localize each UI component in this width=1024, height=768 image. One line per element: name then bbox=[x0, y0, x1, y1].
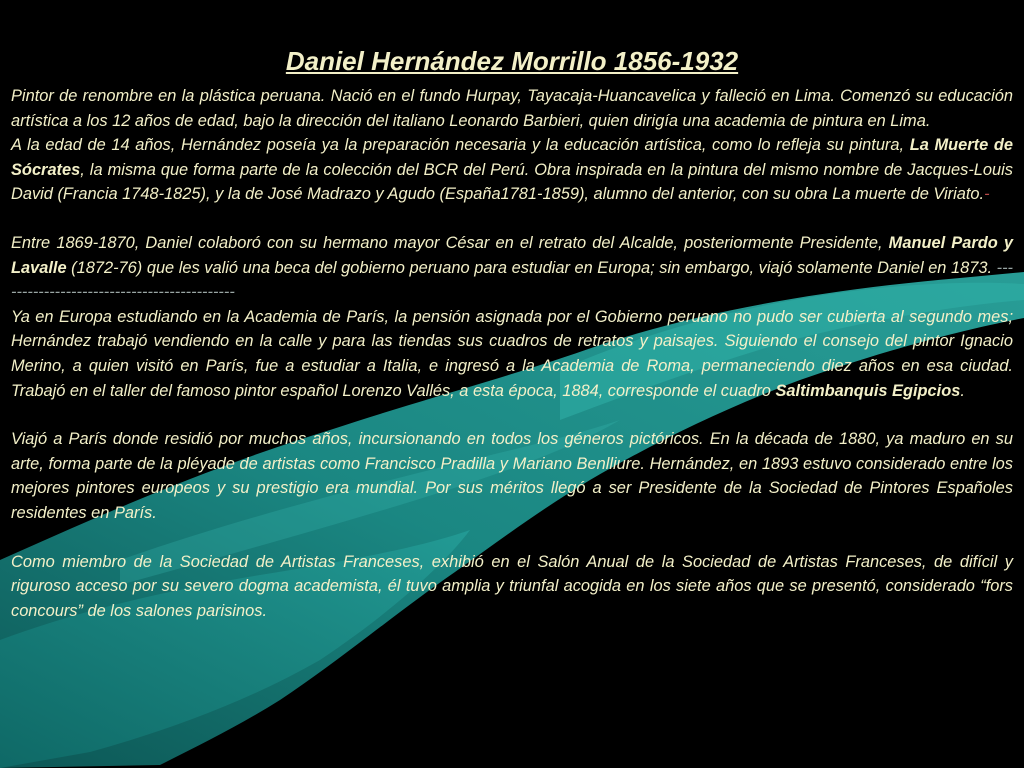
paragraph-2-post: , la misma que forma parte de la colección del BCR del Perú. Obra inspirada en la pintura del mismo nombre de Jacques-Louis David (Francia 1748-1825), y la de José Madrazo y Agudo (España1781-1859), alumno del anterior, con su obra La muerte de Viriato. bbox=[11, 160, 1013, 204]
paragraph-6-text: Como miembro de la Sociedad de Artistas Franceses, exhibió en el Salón Anual de la Sociedad de Artistas Franceses, de difícil y riguroso acceso por su severo dogma academista, él tuvo amplia y triunfal acogida en los siete años que se presentó, considerado “fors concours” de los salones parisinos. bbox=[11, 552, 1013, 620]
page-title: Daniel Hernández Morrillo 1856-1932 bbox=[285, 46, 739, 76]
paragraph-2-trail: - bbox=[984, 185, 990, 204]
paragraph-5-text: Viajó a París donde residió por muchos años, incursionando en todos los géneros pictóricos. En la década de 1880, ya maduro en su arte, forma parte de la pléyade de artistas como Francisco Pradilla y Mariano Benlliure. Hernández, en 1893 estuvo considerado entre los mejores pintores europeos y su prestigio era mundial. Por sus méritos llegó a ser Presidente de la Sociedad de Pintores Españoles residentes en París. bbox=[11, 430, 1013, 522]
dash-line: -------------------------------------------- bbox=[11, 258, 1013, 302]
painting-title-saltimbanquis: Saltimbanquis Egipcios bbox=[775, 381, 961, 400]
paragraph-2 bbox=[11, 133, 1013, 207]
paragraph-5 bbox=[11, 427, 1013, 525]
document-body bbox=[11, 0, 1013, 623]
paragraph-1-text: Pintor de renombre en la plástica peruana. Nació en el fundo Hurpay, Tayacaja-Huancavelica y falleció en Lima. Comenzó su educación artística a los 12 años de edad, bajo la dirección del italiano Leonardo Barbieri, quien dirigía una academia de pintura en Lima. bbox=[11, 87, 1013, 130]
paragraph-1 bbox=[11, 84, 1013, 133]
paragraph-4-post: . bbox=[960, 381, 965, 400]
spacer bbox=[11, 207, 1013, 231]
paragraph-3-pre: Entre 1869-1870, Daniel colaboró con su hermano mayor César en el retrato del Alcalde, posteriormente Presidente, bbox=[11, 233, 889, 252]
paragraph-3-post: (1872-76) que les valió una beca del gobierno peruano para estudiar en Europa; sin embargo, viajó solamente Daniel en 1873. bbox=[66, 258, 993, 277]
painting-title-socrates: La Muerte de Sócrates bbox=[11, 136, 1013, 179]
paragraph-4-pre: Ya en Europa estudiando en la Academia de París, la pensión asignada por el Gobierno peruano no pudo ser cubierta al segundo mes; Hernández trabajó vendiendo en la calle y para las tiendas sus cuadros de retratos y paisajes. Siguiendo el consejo del pintor Ignacio Merino, a quien visitó en París, fue a estudiar a Italia, e ingresó a la Academia de Roma, permaneciendo diez años en esa ciudad. Trabajó en el taller del famoso pintor español Lorenzo Vallés, a esta época, 1884, corresponde el cuadro bbox=[11, 307, 1013, 400]
person-name-pardo: Manuel Pardo y Lavalle bbox=[11, 233, 1013, 277]
paragraph-4 bbox=[11, 305, 1013, 403]
paragraph-6 bbox=[11, 550, 1013, 624]
spacer bbox=[11, 526, 1013, 550]
paragraph-3 bbox=[11, 231, 1013, 305]
spacer bbox=[11, 403, 1013, 427]
paragraph-2-pre: A la edad de 14 años, Hernández poseía ya la preparación necesaria y la educación artística, como lo refleja su pintura, bbox=[11, 136, 910, 155]
